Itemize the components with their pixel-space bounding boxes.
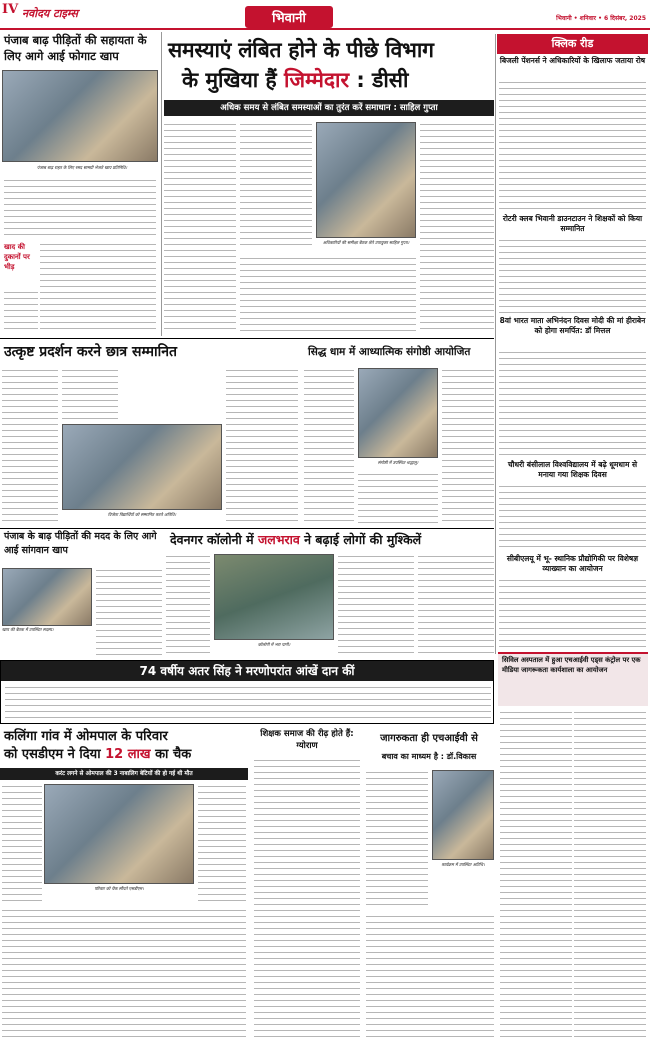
devnagar-headline: [170, 530, 494, 552]
lead-headline-end: : डीसी: [349, 68, 409, 92]
devnagar-body-2: [338, 554, 414, 656]
hiv-body-1: [366, 770, 428, 910]
brief-3-head: 8वां भारत माता अभिनंदन दिवस मोदी की मां हीराबेन को होगा समर्पित: डॉ मित्तल: [499, 316, 646, 335]
siddh-headline: सिद्ध धाम में आध्यात्मिक संगोष्ठी आयोजित: [308, 346, 471, 358]
lead-photo-caption: अधिकारियों की समीक्षा बैठक लेते उपायुक्त साहिल गुप्ता।: [322, 240, 410, 245]
siddh-photo: [358, 368, 438, 458]
teachers-story: [252, 728, 362, 1043]
brief-2-body: [499, 238, 646, 314]
lead-story: [164, 34, 494, 336]
sangwan-photo: [2, 568, 92, 626]
devnagar-headline-b: ने बढ़ाई लोगों की मुश्किलें: [299, 532, 422, 547]
lead-headline-red: जिम्मेदार: [284, 68, 350, 92]
devnagar-headline-a: देवनगर कॉलोनी में: [170, 532, 258, 547]
devnagar-photo: [214, 554, 334, 640]
lead-body-col4: [240, 256, 416, 334]
siddh-body-2: [442, 368, 494, 526]
city-name: भिवानी: [272, 11, 306, 26]
kalinga-photo: [44, 784, 194, 884]
lead-headline-line2: [182, 66, 494, 96]
hospital-story: [498, 652, 648, 1043]
devnagar-body-3: [418, 554, 494, 656]
date-line: भिवानी • शनिवार • 6 दिसंबर, 2025: [556, 15, 646, 22]
siddh-story: [304, 340, 494, 528]
hiv-photo: [432, 770, 494, 860]
banner-headline: 74 वर्षीय अतर सिंह ने मरणोपरांत आंखें दान कीं: [139, 664, 355, 678]
hiv-body-2: [366, 914, 494, 1040]
students-body-2: [62, 368, 118, 420]
kalinga-headline-b: को एसडीएम ने दिया: [4, 747, 106, 762]
brief-2-head: रोटरी क्लब भिवानी डाउनटाउन ने शिक्षकों को किया सम्मानित: [502, 214, 643, 233]
kalinga-subhead: करंट लगने से ओमपाल की 3 नाबालिग बेटियों की हो गई थी मौत: [55, 771, 193, 777]
col-divider: [161, 32, 162, 336]
lead-body-col3: [420, 122, 494, 334]
banner-body: [5, 685, 491, 723]
kalinga-headline-c: का चैक: [150, 747, 192, 762]
brief-4-body: [499, 484, 646, 552]
hiv-headline-2: बचाव का माध्यम है : डॉ.विकास: [381, 752, 477, 761]
sangwan-caption: खाप की बैठक में उपस्थित सदस्य।: [2, 627, 54, 632]
siddh-caption: संगोष्ठी में उपस्थित श्रद्धालु।: [377, 460, 419, 465]
teachers-body: [254, 758, 360, 1040]
devnagar-headline-red: जलभराव: [257, 532, 300, 547]
hiv-story: [366, 728, 494, 1043]
kalinga-story: [0, 728, 248, 1043]
left-story: [0, 32, 160, 334]
banner-box: [0, 660, 494, 724]
left-story-body-2: [40, 242, 156, 332]
lead-body-col2: [240, 122, 312, 246]
brief-3-body: [499, 350, 646, 458]
left-side-head: खाद की दुकानों पर भीड़: [4, 243, 30, 271]
brief-4-head: चौधरी बंसीलाल विश्वविद्यालय में बढ़े धूमधाम से मनाया गया शिक्षक दिवस: [507, 460, 638, 479]
row-rule-1: [0, 338, 494, 339]
kalinga-caption: परिवार को चैक सौंपते एसडीएम।: [94, 886, 144, 891]
students-caption: विजेता विद्यार्थियों को सम्मानित करते अतिथि।: [107, 512, 177, 517]
kalinga-body-1: [2, 784, 42, 904]
hospital-body-1: [500, 710, 572, 1040]
hiv-headline-1: जागरुकता ही एचआईवी से: [380, 733, 478, 744]
siddh-body-1: [304, 368, 354, 526]
lead-headline-part: के मुखिया हैं: [182, 68, 285, 92]
teachers-headline: शिक्षक समाज की रीढ़ होते हैं: ग्योराण: [260, 729, 354, 751]
brief-1-body: [499, 80, 646, 212]
left-story-body-3: [4, 290, 38, 332]
row-rule-2: [0, 528, 494, 529]
siddh-body-3: [358, 472, 438, 526]
left-story-caption: पंजाब बाढ़ राहत के लिए रसद सामग्री भेजते खाप प्रतिनिधि।: [36, 165, 128, 170]
sangwan-body-1: [96, 568, 162, 656]
kalinga-headline-1: कलिंगा गांव में ओमपाल के परिवार: [4, 729, 168, 744]
kalinga-body-3: [2, 908, 246, 1038]
devnagar-story: [166, 530, 494, 658]
students-body-3: [226, 368, 298, 526]
sangwan-story: [0, 530, 164, 658]
right-divider: [495, 34, 496, 654]
left-story-photo: [2, 70, 158, 162]
lead-subhead: अधिक समय से लंबित समस्याओं का तुरंत करें समाधान : साहिल गुप्ता: [220, 103, 438, 113]
devnagar-caption: कॉलोनी में भरा पानी।: [257, 642, 291, 647]
masthead-rule: [0, 28, 650, 30]
students-headline: उत्कृष्ट प्रदर्शन करने छात्र सम्मानित: [4, 344, 178, 360]
page-number: IV: [2, 2, 19, 17]
kalinga-headline-2: [4, 746, 248, 764]
devnagar-body-1: [166, 554, 210, 656]
brief-5-head: सीबीएलयू में भू- स्थानिक प्रौद्योगिकी पर विशेषज्ञ व्याख्यान का आयोजन: [506, 554, 639, 573]
sangwan-headline: पंजाब के बाढ़ पीड़ितों की मदद के लिए आगे आई सांगवान खाप: [4, 531, 157, 556]
left-story-headline: पंजाब बाढ़ पीड़ितों की सहायता के लिए आगे आई फोगाट खाप: [4, 33, 147, 63]
paper-name: नवोदय टाइम्स: [22, 7, 78, 20]
kalinga-headline-red: 12 लाख: [105, 747, 151, 762]
kalinga-body-2: [198, 784, 246, 904]
students-story: [0, 340, 300, 528]
masthead: [0, 0, 650, 30]
right-column: [497, 34, 648, 634]
hospital-body-2: [574, 710, 646, 1040]
hospital-headline: सिविल अस्पताल में हुआ एचआईवी एड्स कंट्रोल पर एक मीडिया जागरूकता कार्यशाला का आयोजन: [502, 656, 641, 674]
lead-body-col1: [164, 122, 236, 334]
students-body-1: [2, 368, 58, 526]
lead-photo: [316, 122, 416, 238]
left-story-body: [4, 178, 156, 238]
lead-headline-line1: समस्याएं लंबित होने के पीछे विभाग: [168, 38, 434, 62]
students-photo: [62, 424, 222, 510]
brief-1-head: बिजली पेंशनर्स ने अधिकारियों के खिलाफ जताया रोष: [499, 56, 646, 65]
hiv-caption: कार्यक्रम में उपस्थित अतिथि।: [441, 862, 485, 867]
click-read-bar: क्लिक रीड: [497, 34, 648, 54]
